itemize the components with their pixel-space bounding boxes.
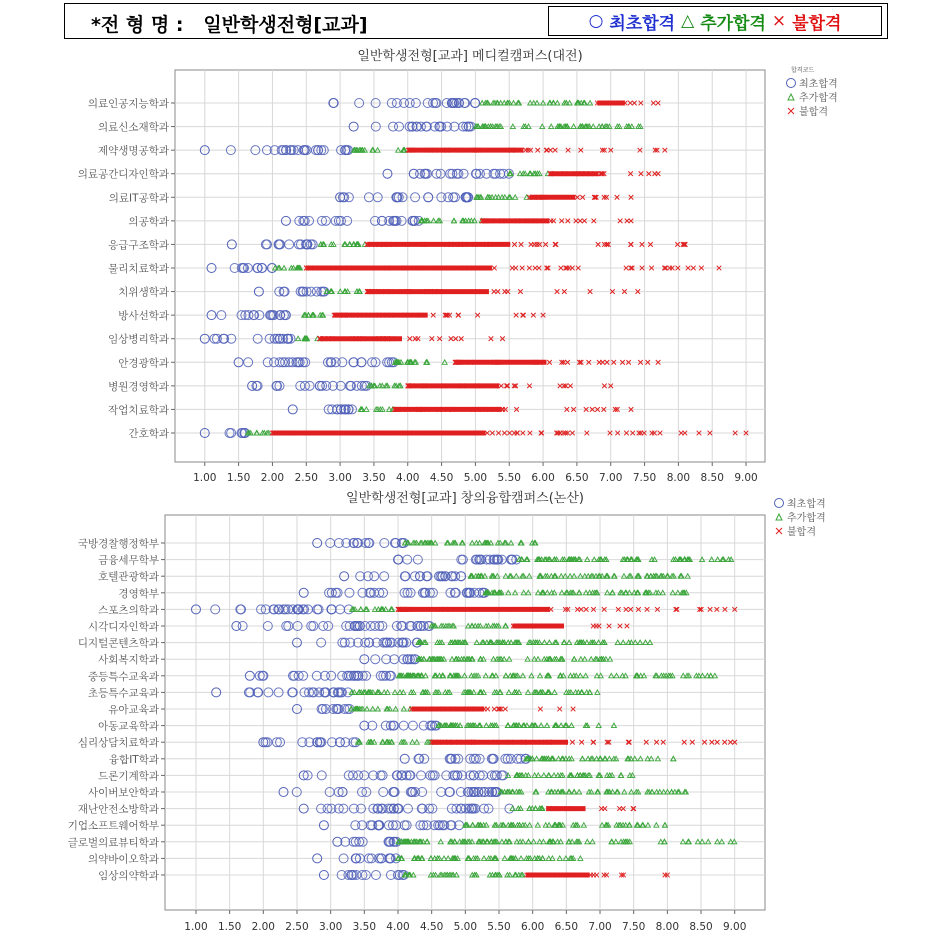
x-tick-label: 3.00 bbox=[318, 921, 343, 933]
legend-circle-icon bbox=[787, 79, 796, 88]
x-tick-label: 5.50 bbox=[487, 921, 511, 933]
legend-title: 합격코드 bbox=[791, 67, 815, 74]
x-tick-label: 8.00 bbox=[666, 472, 691, 484]
x-tick-label: 6.00 bbox=[520, 921, 545, 933]
y-category-label: 간호학과 bbox=[128, 428, 169, 440]
y-category-label: 드론기계학과 bbox=[98, 770, 159, 783]
y-category-label: 임상의약학과 bbox=[98, 870, 159, 882]
x-tick-label: 4.50 bbox=[419, 921, 444, 933]
cross-icon: × bbox=[771, 11, 787, 31]
legend-label-cross: 불합격 bbox=[787, 527, 816, 538]
legend-cross-icon bbox=[788, 108, 794, 114]
x-tick-label: 8.50 bbox=[689, 921, 713, 933]
x-tick-label: 6.50 bbox=[554, 921, 579, 933]
x-tick-label: 1.00 bbox=[184, 921, 208, 933]
x-tick-label: 2.50 bbox=[285, 921, 309, 933]
x-tick-label: 4.50 bbox=[429, 472, 454, 484]
x-tick-label: 1.50 bbox=[226, 472, 251, 484]
x-tick-label: 7.50 bbox=[621, 921, 646, 933]
y-category-label: 글로벌의료뷰티학과 bbox=[67, 836, 159, 849]
x-tick-label: 7.00 bbox=[588, 921, 612, 933]
y-category-label: 사이버보안학과 bbox=[87, 787, 159, 799]
x-tick-label: 9.00 bbox=[723, 921, 747, 933]
header-box bbox=[64, 3, 888, 39]
y-category-label: 스포츠의학과 bbox=[98, 604, 159, 617]
legend-label-cross: 불합격 bbox=[799, 107, 828, 118]
title-value: 일반학생전형[교과] bbox=[203, 14, 368, 36]
x-tick-label: 1.50 bbox=[217, 921, 242, 933]
y-category-label: 유아교육과 bbox=[108, 704, 159, 716]
y-category-label: 기업소프트웨어학부 bbox=[67, 820, 159, 833]
x-tick-label: 2.50 bbox=[294, 472, 318, 484]
x-tick-label: 6.00 bbox=[531, 472, 555, 484]
y-category-label: 안경광학과 bbox=[118, 357, 169, 370]
y-category-label: 제약생명공학과 bbox=[97, 145, 169, 158]
x-tick-label: 9.00 bbox=[734, 472, 758, 484]
chart-title: 일반학생전형[교과] 창의융합캠퍼스(논산) bbox=[346, 491, 584, 506]
y-category-label: 의료공간디자인학과 bbox=[77, 168, 169, 181]
legend-triangle-icon bbox=[776, 514, 782, 520]
y-category-label: 시각디자인학과 bbox=[87, 621, 159, 633]
x-tick-label: 6.50 bbox=[565, 472, 589, 484]
header-legend bbox=[548, 6, 882, 36]
x-tick-label: 3.50 bbox=[362, 472, 386, 484]
triangle-icon: △ bbox=[681, 11, 695, 31]
y-category-label: 경영학부 bbox=[118, 587, 159, 600]
x-tick-label: 8.00 bbox=[655, 921, 680, 933]
y-category-label: 의료신소재학과 bbox=[97, 121, 169, 134]
x-tick-label: 7.50 bbox=[632, 472, 657, 484]
y-category-label: 병원경영학과 bbox=[108, 380, 169, 393]
y-category-label: 응급구조학과 bbox=[108, 239, 169, 252]
legend-label-triangle: 추가합격 bbox=[799, 93, 838, 104]
y-category-label: 사회복지학과 bbox=[98, 654, 159, 667]
y-category-label: 재난안전소방학과 bbox=[77, 803, 159, 816]
y-category-label: 의공학과 bbox=[128, 215, 169, 228]
legend-label-circle: 최초합격 bbox=[787, 499, 826, 510]
y-category-label: 호텔관광학과 bbox=[98, 571, 159, 584]
legend-first-pass: 최초합격 bbox=[609, 13, 676, 34]
y-category-label: 심리상담치료학과 bbox=[77, 737, 159, 750]
y-category-label: 의료인공지능학과 bbox=[87, 98, 169, 110]
chart-convergence-campus bbox=[65, 487, 885, 942]
legend-circle-icon bbox=[775, 499, 784, 508]
y-category-label: 의료IT공학과 bbox=[108, 192, 169, 205]
chart-medical-campus bbox=[65, 42, 885, 487]
y-category-label: 아동교육학과 bbox=[98, 720, 159, 733]
x-tick-label: 5.00 bbox=[453, 921, 478, 933]
x-tick-label: 4.00 bbox=[386, 921, 410, 933]
x-tick-label: 8.50 bbox=[700, 472, 724, 484]
legend-additional-pass: 추가합격 bbox=[700, 13, 766, 34]
x-tick-label: 2.00 bbox=[260, 472, 285, 484]
title-label: *전 형 명 : bbox=[91, 14, 184, 36]
legend-triangle-icon bbox=[788, 94, 794, 100]
x-tick-label: 4.00 bbox=[396, 472, 420, 484]
y-category-label: 금융세무학부 bbox=[98, 554, 159, 567]
y-category-label: 임상병리학과 bbox=[108, 333, 169, 346]
y-category-label: 방사선학과 bbox=[118, 310, 169, 323]
x-tick-label: 5.50 bbox=[497, 472, 521, 484]
y-category-label: 의약바이오학과 bbox=[87, 853, 159, 866]
admission-type-title bbox=[91, 10, 368, 37]
y-category-label: 물리치료학과 bbox=[108, 263, 169, 275]
x-tick-label: 2.00 bbox=[251, 921, 276, 933]
legend-fail: 불합격 bbox=[792, 13, 842, 34]
circle-icon: ○ bbox=[588, 11, 604, 31]
legend-cross-icon bbox=[776, 528, 782, 534]
y-category-label: 디지털콘텐츠학과 bbox=[77, 637, 159, 650]
y-category-label: 융합IT학과 bbox=[108, 753, 159, 766]
y-category-label: 치위생학과 bbox=[118, 286, 169, 299]
legend-label-circle: 최초합격 bbox=[799, 79, 838, 90]
x-tick-label: 3.50 bbox=[352, 921, 377, 933]
y-category-label: 중등특수교육과 bbox=[87, 670, 159, 683]
y-category-label: 작업치료학과 bbox=[108, 404, 169, 417]
x-tick-label: 5.00 bbox=[463, 472, 488, 484]
legend-label-triangle: 추가합격 bbox=[787, 513, 826, 524]
y-category-label: 국방경찰행정학부 bbox=[77, 538, 159, 550]
x-tick-label: 3.00 bbox=[328, 472, 352, 484]
y-category-label: 초등특수교육과 bbox=[87, 687, 159, 700]
x-tick-label: 1.00 bbox=[193, 472, 217, 484]
chart-title: 일반학생전형[교과] 메디컬캠퍼스(대전) bbox=[357, 49, 583, 64]
x-tick-label: 7.00 bbox=[599, 472, 623, 484]
